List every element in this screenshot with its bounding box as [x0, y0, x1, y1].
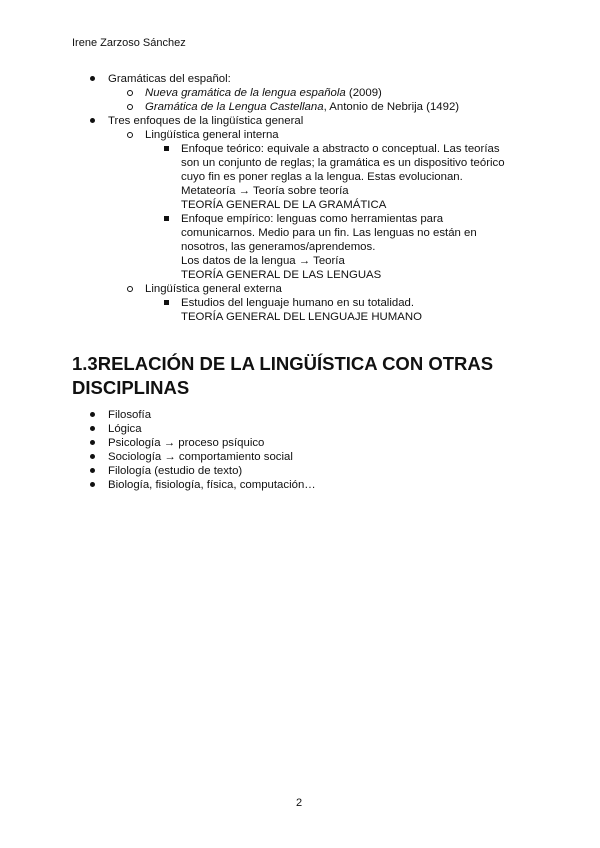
- enfoque-teorico-line: Metateoría → Teoría sobre teoría: [181, 185, 349, 197]
- page-header-author: Irene Zarzoso Sánchez: [72, 37, 186, 49]
- list-item: Biología, fisiología, física, computación…: [108, 479, 316, 491]
- list-item-tres-enfoques: Tres enfoques de la lingüística general: [108, 115, 304, 127]
- list-item-gramatica-castellana: [145, 100, 459, 114]
- estudios-line: TEORÍA GENERAL DEL LENGUAJE HUMANO: [181, 311, 422, 323]
- enfoque-empirico-line: Los datos de la lengua → Teoría: [181, 255, 345, 267]
- book-author: , Antonio de Nebrija (1492): [323, 101, 460, 113]
- enfoque-empirico-line: Enfoque empírico: lenguas como herramientas para: [181, 213, 444, 225]
- list-item: Filología (estudio de texto): [108, 465, 243, 477]
- circle-bullet-icon: [127, 132, 133, 138]
- square-bullet-icon: [164, 216, 169, 221]
- bullet-icon: [90, 482, 95, 487]
- circle-bullet-icon: [127, 90, 133, 96]
- bullet-icon: [90, 76, 95, 81]
- page-number: 2: [296, 797, 303, 809]
- square-bullet-icon: [164, 300, 169, 305]
- list-item: Psicología → proceso psíquico: [108, 437, 265, 449]
- enfoque-empirico-line: nosotros, las generamos/aprendemos.: [181, 241, 376, 253]
- list-item-nueva-gramatica: [145, 86, 382, 100]
- list-item: Sociología → comportamiento social: [108, 451, 293, 463]
- enfoque-empirico-line: comunicarnos. Medio para un fin. Las lenguas no están en: [181, 227, 477, 239]
- square-bullet-icon: [164, 146, 169, 151]
- book-title: Nueva gramática de la lengua española: [145, 87, 346, 99]
- estudios-line: Estudios del lenguaje humano en su totalidad.: [181, 297, 415, 309]
- enfoque-teorico-line: son un conjunto de reglas; la gramática es un dispositivo teórico: [181, 157, 505, 169]
- book-year: (2009): [345, 87, 382, 99]
- enfoque-teorico-line: TEORÍA GENERAL DE LA GRAMÁTICA: [181, 199, 387, 211]
- enfoque-empirico-line: TEORÍA GENERAL DE LAS LENGUAS: [181, 269, 382, 281]
- bullet-icon: [90, 454, 95, 459]
- list-item-gramaticas: Gramáticas del español:: [108, 73, 231, 85]
- list-item-externa: Lingüística general externa: [145, 283, 282, 295]
- enfoque-teorico-line: cuyo fin es poner reglas a la lengua. Estas evolucionan.: [181, 171, 463, 183]
- list-item-interna: Lingüística general interna: [145, 129, 279, 141]
- bullet-icon: [90, 468, 95, 473]
- bullet-icon: [90, 118, 95, 123]
- bullet-icon: [90, 412, 95, 417]
- section-heading: [72, 352, 493, 400]
- enfoque-teorico-line: Enfoque teórico: equivale a abstracto o conceptual. Las teorías: [181, 143, 500, 155]
- section-heading-line: DISCIPLINAS: [72, 377, 190, 398]
- list-item: Lógica: [108, 423, 142, 435]
- list-item: Filosofía: [108, 409, 152, 421]
- bullet-icon: [90, 440, 95, 445]
- section-heading-line: 1.3RELACIÓN DE LA LINGÜÍSTICA CON OTRAS: [72, 353, 494, 374]
- book-title: Gramática de la Lengua Castellana: [145, 101, 324, 113]
- bullet-icon: [90, 426, 95, 431]
- circle-bullet-icon: [127, 104, 133, 110]
- circle-bullet-icon: [127, 286, 133, 292]
